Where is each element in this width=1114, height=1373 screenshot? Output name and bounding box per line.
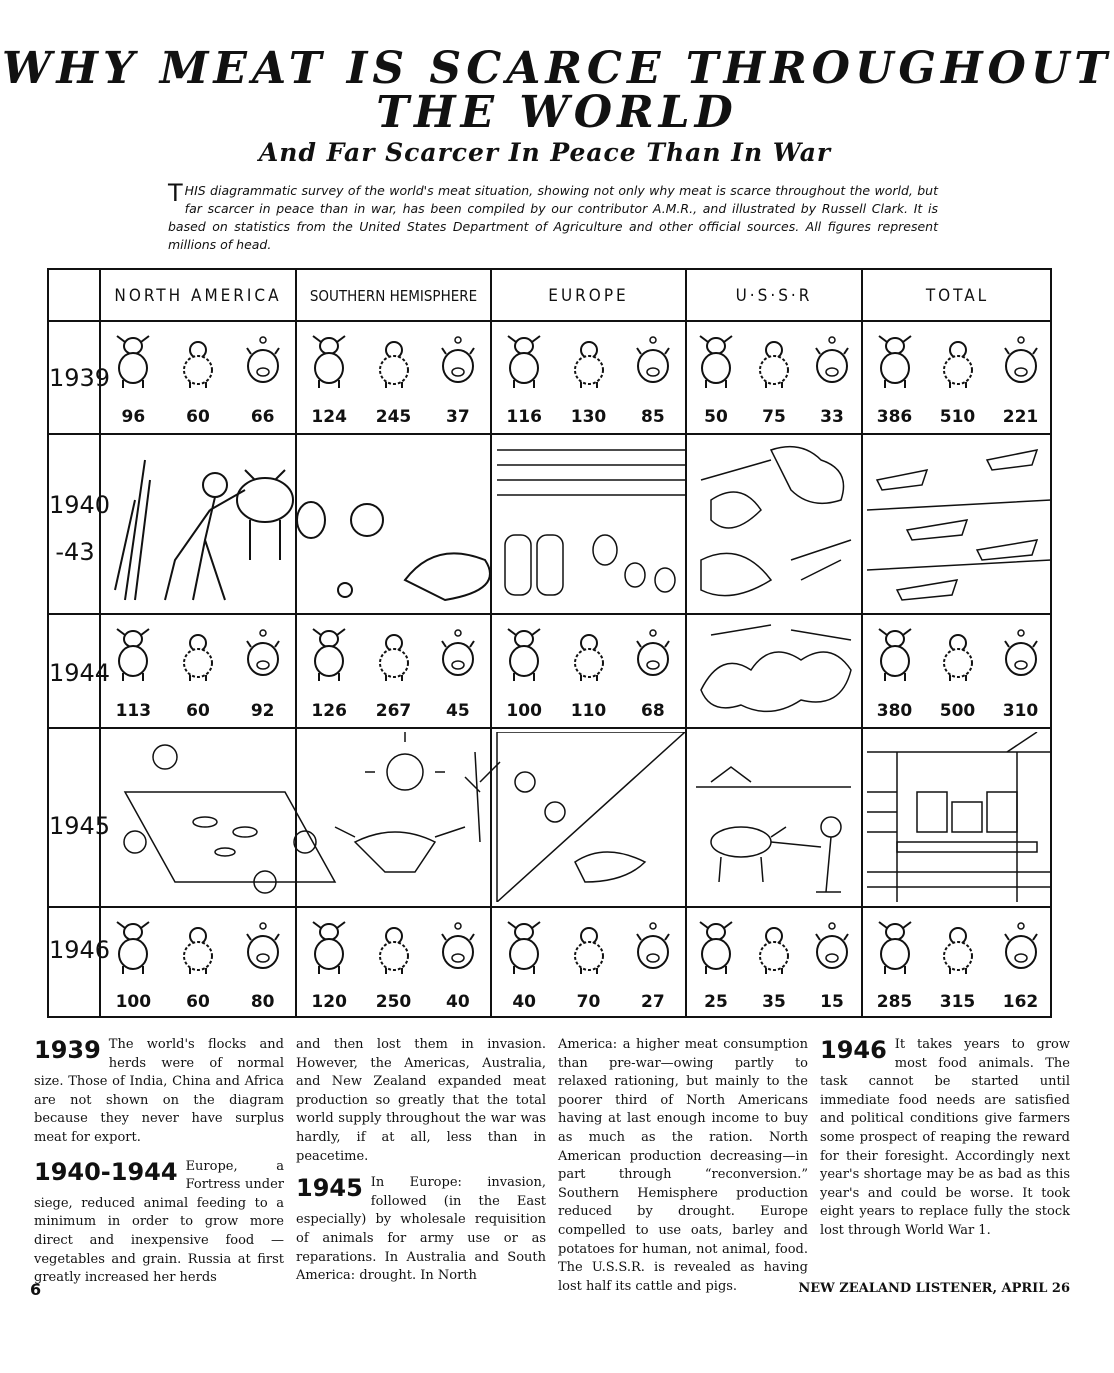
value-cattle: 126 [311, 701, 347, 721]
sheep-icon [567, 916, 611, 976]
value-pigs: 15 [820, 992, 844, 1012]
pig-icon [999, 916, 1043, 976]
value-sheep: 245 [375, 407, 412, 427]
year-heading-1946: 1946 [820, 1036, 887, 1064]
cow-icon [873, 330, 917, 390]
value-cattle: 96 [121, 407, 146, 427]
cow-icon [307, 623, 351, 683]
pig-icon [436, 916, 480, 976]
table-cell-1939-north-america [101, 322, 295, 433]
value-cattle: 113 [115, 701, 152, 721]
pig-icon [631, 916, 675, 976]
cow-icon [502, 916, 546, 976]
value-cattle: 285 [876, 992, 913, 1012]
value-cattle: 386 [876, 407, 913, 427]
text-column-3 [558, 1036, 808, 1296]
cow-icon [111, 623, 155, 683]
value-sheep: 70 [576, 992, 601, 1012]
text-column-1 [34, 1036, 284, 1288]
title-line-2: THE WORLD [376, 87, 738, 138]
value-pigs: 68 [640, 701, 665, 721]
sheep-icon [372, 330, 416, 390]
cow-icon [111, 916, 155, 976]
sheep-icon [176, 916, 220, 976]
pig-icon [810, 916, 854, 976]
sheep-icon [372, 916, 416, 976]
pig-icon [999, 623, 1043, 683]
sheep-icon [176, 623, 220, 683]
column-header-europe: EUROPE [548, 286, 629, 306]
value-cattle: 100 [115, 992, 152, 1012]
value-cattle: 116 [506, 407, 542, 427]
year-heading-1940-1944: 1940-1944 [34, 1157, 178, 1186]
column-header-total: TOTAL [925, 286, 990, 306]
value-pigs: 40 [445, 992, 470, 1012]
value-pigs: 310 [1002, 701, 1039, 721]
cow-icon [502, 330, 546, 390]
sheep-icon [176, 330, 220, 390]
cow-icon [111, 330, 155, 390]
value-sheep: 130 [570, 407, 607, 427]
value-sheep: 315 [939, 992, 976, 1012]
page-number: 6 [30, 1280, 42, 1299]
cow-icon [307, 916, 351, 976]
scene-1940-total-ships [867, 440, 1051, 608]
column-header-southern-hemisphere: SOUTHERN HEMISPHERE [309, 287, 478, 305]
value-sheep: 250 [375, 992, 412, 1012]
pig-icon [436, 623, 480, 683]
value-sheep: 60 [186, 407, 210, 427]
scene-1945-ussr-plough [691, 732, 857, 902]
pig-icon [999, 330, 1043, 390]
value-cattle: 50 [704, 407, 728, 427]
value-pigs: 66 [250, 407, 275, 427]
sheep-icon [936, 330, 980, 390]
sheep-icon [752, 330, 796, 390]
pig-icon [241, 330, 285, 390]
year-heading-1939: 1939 [34, 1036, 101, 1064]
paragraph-1940-1944: Europe, a Fortress under siege, reduced animal feeding to a minimum in order to grow more direct and inexpensive food —vegetables and grain. Russia at first greatly increased her herds [34, 1158, 284, 1286]
table-cell-1944-southern-hemisphere [297, 615, 490, 727]
pig-icon [241, 623, 285, 683]
column-header-ussr: U·S·S·R [735, 286, 813, 306]
scene-1945-feast [105, 732, 685, 902]
sheep-icon [372, 623, 416, 683]
table-cell-1944-europe [492, 615, 685, 727]
table-cell-1939-total [863, 322, 1052, 433]
intro-dropcap: T [168, 179, 183, 207]
value-sheep: 60 [186, 992, 210, 1012]
pig-icon [436, 330, 480, 390]
year-heading-1945: 1945 [296, 1174, 363, 1203]
value-pigs: 85 [640, 407, 665, 427]
paragraph-1945: In Europe: invasion, followed (in the East especially) by wholesale requisition of animals for army use or as reparations. In Australia and South America: drought. In North [296, 1175, 546, 1284]
value-pigs: 37 [445, 407, 470, 427]
value-cattle: 100 [506, 701, 542, 721]
value-cattle: 40 [512, 992, 536, 1012]
value-sheep: 500 [939, 701, 976, 721]
table-cell-1939-europe [492, 322, 685, 433]
sheep-icon [936, 916, 980, 976]
pig-icon [810, 330, 854, 390]
text-column-2 [296, 1036, 546, 1286]
value-sheep: 510 [939, 407, 976, 427]
scene-1940-farmer [105, 440, 685, 608]
intro-text: HIS diagrammatic survey of the world's meat situation, showing not only why meat is scarce throughout the world, but far scarcer in peace than in war, has been compiled by our contributor A.M.R., and illustrated by Russell Clark. It is based on statistics from the United States Department of Agriculture and other official sources. All figures represent millions of head. [168, 183, 938, 252]
scene-1945-total-dock [867, 732, 1051, 902]
value-pigs: 45 [445, 701, 470, 721]
publication-footer: NEW ZEALAND LISTENER, APRIL 26 [798, 1281, 1070, 1296]
table-cell-1946-ussr [687, 908, 861, 1018]
value-pigs: 92 [250, 701, 275, 721]
value-cattle: 380 [876, 701, 913, 721]
value-cattle: 124 [311, 407, 347, 427]
value-pigs: 80 [250, 992, 275, 1012]
table-cell-1946-north-america [101, 908, 295, 1018]
value-sheep: 60 [186, 701, 210, 721]
row-header-1945: 1945 [49, 812, 111, 840]
divider [49, 433, 1050, 435]
cow-icon [694, 330, 738, 390]
table-cell-1939-southern-hemisphere [297, 322, 490, 433]
value-pigs: 221 [1002, 407, 1039, 427]
cow-icon [873, 623, 917, 683]
value-sheep: 35 [762, 992, 786, 1012]
value-cattle: 120 [311, 992, 347, 1012]
pig-icon [631, 330, 675, 390]
intro-paragraph [168, 179, 938, 254]
pig-icon [241, 916, 285, 976]
paragraph-1945-cont: America: a higher meat consumption than pre-war—owing partly to relaxed rationing, but mainly to the poorer third of North Americans having at last enough income to buy as much as the ration. North American production decreasing—in part through “reconversion.” Southern Hemisphere production reduced by drought. Europe compelled to use oats, barley and potatoes for human, not animal, food. The U.S.S.R. is revealed as having lost half its cattle and pigs. [558, 1037, 808, 1294]
scene-1940-ussr-tank [691, 440, 857, 608]
sheep-icon [567, 330, 611, 390]
sheep-icon [936, 623, 980, 683]
value-pigs: 33 [820, 407, 844, 427]
value-pigs: 27 [640, 992, 665, 1012]
row-header-1940-43: -43 [55, 538, 95, 566]
value-cattle: 25 [704, 992, 728, 1012]
table-cell-1944-total [863, 615, 1052, 727]
value-pigs: 162 [1002, 992, 1039, 1012]
value-sheep: 75 [762, 407, 786, 427]
value-sheep: 110 [570, 701, 607, 721]
table-cell-1944-north-america [101, 615, 295, 727]
cow-icon [694, 916, 738, 976]
cow-icon [307, 330, 351, 390]
cow-icon [873, 916, 917, 976]
table-cell-1946-europe [492, 908, 685, 1018]
sheep-icon [567, 623, 611, 683]
column-header-north-america: NORTH AMERICA [114, 286, 282, 306]
paragraph-wartime: and then lost them in invasion. However, the Americas, Australia, and New Zealand expanded meat production so greatly that the total world supply throughout the war was hardly, if at all, less than in peacetime. [296, 1037, 546, 1164]
divider [49, 727, 1050, 729]
scene-1944-ussr-smoke [691, 620, 857, 722]
row-header-1940: 1940 [49, 491, 111, 519]
subtitle: And Far Scarcer In Peace Than In War [258, 138, 832, 167]
table-cell-1946-total [863, 908, 1052, 1018]
text-column-4 [820, 1036, 1070, 1241]
table-cell-1939-ussr [687, 322, 861, 433]
paragraph-1946: It takes years to grow most food animals. The task cannot be started until immediate food needs are satisfied and political conditions give farmers some prospect of reaping the reward for their foresight. Accordingly next year's shortage may be as bad as this year's and could be worse. It took eight years to replace fully the stock lost through World War 1. [820, 1037, 1070, 1238]
pig-icon [631, 623, 675, 683]
table-cell-1946-southern-hemisphere [297, 908, 490, 1018]
row-header-1939: 1939 [49, 364, 111, 392]
meat-table [47, 268, 1052, 1018]
title-line-1: WHY MEAT IS SCARCE THROUGHOUT [2, 43, 1112, 94]
row-header-1944: 1944 [49, 659, 111, 687]
paragraph-1939: The world's flocks and herds were of normal size. Those of India, China and Africa are not shown on the diagram because they never have surplus meat for export. [34, 1037, 284, 1145]
cow-icon [502, 623, 546, 683]
row-header-1946: 1946 [49, 936, 111, 964]
sheep-icon [752, 916, 796, 976]
value-sheep: 267 [375, 701, 412, 721]
